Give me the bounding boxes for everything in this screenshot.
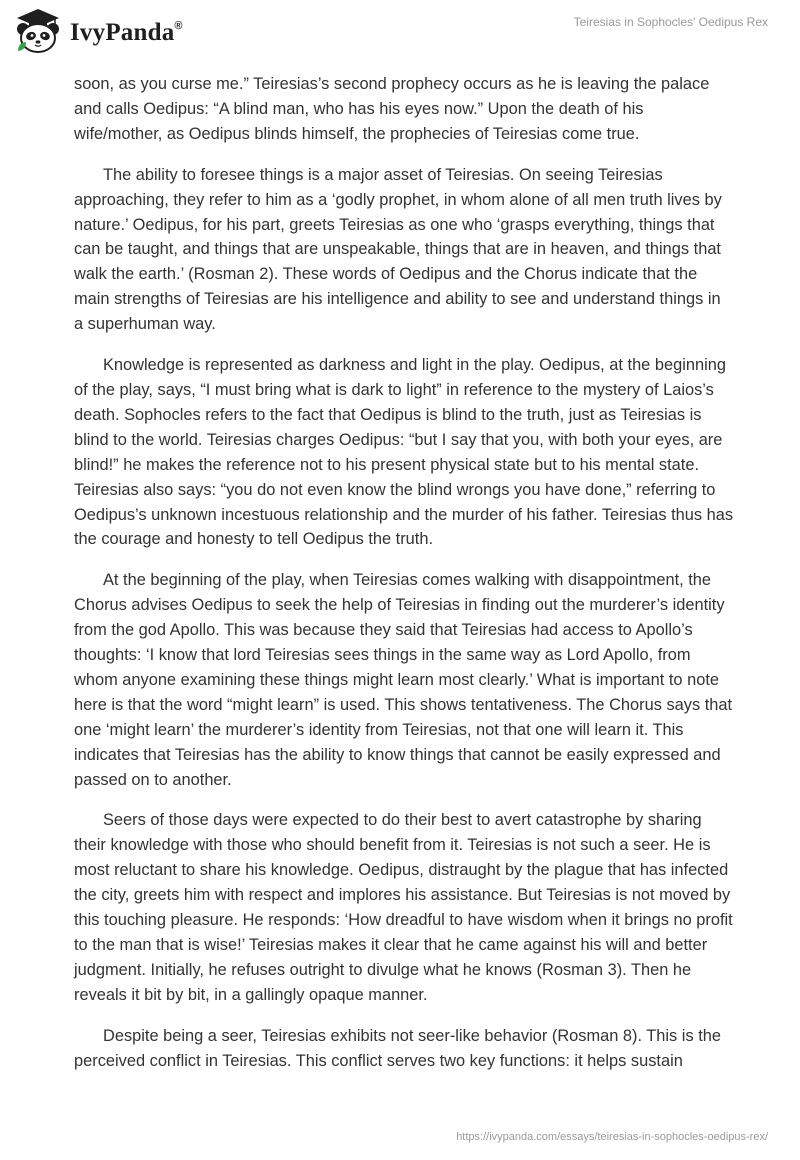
paragraph: Seers of those days were expected to do their best to avert catastrophe by sharing their knowledge with those who should benefit from it. Teiresias is not such a seer. He is most reluctant to share his knowledge. Oedipus, distraught by the plague that has infected the city, greets him with respect and implores his assistance. But Teiresias is not moved by this touching pleasure. He responds: ‘How dreadful to have wisdom when it brings no profit to the man that is wise!’ Teiresias makes it clear that he came against his will and better judgment. Initially, he refuses outright to divulge what he knows (Rosman 3). Then he reveals it bit by bit, in a gallingly opaque manner. [74,811,733,1004]
paragraph: Despite being a seer, Teiresias exhibits not seer-like behavior (Rosman 8). This is the perceived conflict in Teiresias. This conflict serves two key functions: it helps sustain [74,1026,721,1070]
panda-logo-icon[interactable] [14,7,62,55]
paragraph: soon, as you curse me.” Teiresias’s second prophecy occurs as he is leaving the palace and calls Oedipus: “A blind man, who has his eyes now.” Upon the death of his wife/mother, as Oedipus blinds himself, the prophecies of Teiresias come true. [74,75,710,143]
document-title: Teiresias in Sophocles' Oedipus Rex [573,15,768,29]
paragraph: The ability to foresee things is a major asset of Teiresias. On seeing Teiresias approaching, they refer to him as a ‘godly prophet, in whom alone of all men truth lives by nature.’ Oedipus, for his part, greets Teiresias as one who ‘grasps everything, things that can be taught, and things that are unspeakable, things that are in heaven, and things that walk the earth.’ (Rosman 2). These words of Oedipus and the Chorus indicate that the main strengths of Teiresias are his intelligence and ability to see and understand things in a superhuman way. [74,165,722,334]
page-header [0,0,800,62]
source-url[interactable]: https://ivypanda.com/essays/teiresias-in-sophocles-oedipus-rex/ [456,1131,768,1143]
brand-name[interactable]: IvyPanda® [70,19,183,46]
paragraph: Knowledge is represented as darkness and light in the play. Oedipus, at the beginning of the play, says, “I must bring what is dark to light” in reference to the mystery of Laios’s death. Sophocles refers to the fact that Oedipus is blind to the truth, just as Teiresias is blind to the world. Teiresias charges Oedipus: “but I say that you, with both your eyes, are blind!” he makes the reference not to his present physical state but to his mental state. Teiresias also says: “you do not even know the blind wrongs you have done,” referring to Oedipus’s unknown incestuous relationship and the murder of his father. Teiresias thus has the courage and honesty to tell Oedipus the truth. [74,356,734,549]
paragraph: At the beginning of the play, when Teiresias comes walking with disappointment, the Chorus advises Oedipus to seek the help of Teiresias in finding out the murderer’s identity from the god Apollo. This was because they said that Teiresias had access to Apollo’s thoughts: ‘I know that lord Teiresias sees things in the same way as Lord Apollo, from whom anyone examining these things might learn most clearly.’ What is important to note here is that the word “might learn” is used. This shows tentativeness. The Chorus says that one ‘might learn’ the murderer’s identity from Teiresias, not that one will learn it. This indicates that Teiresias has the ability to know things that cannot be easily expressed and passed on to another. [74,571,733,789]
essay-body [74,72,734,1090]
registered-mark: ® [174,19,183,32]
